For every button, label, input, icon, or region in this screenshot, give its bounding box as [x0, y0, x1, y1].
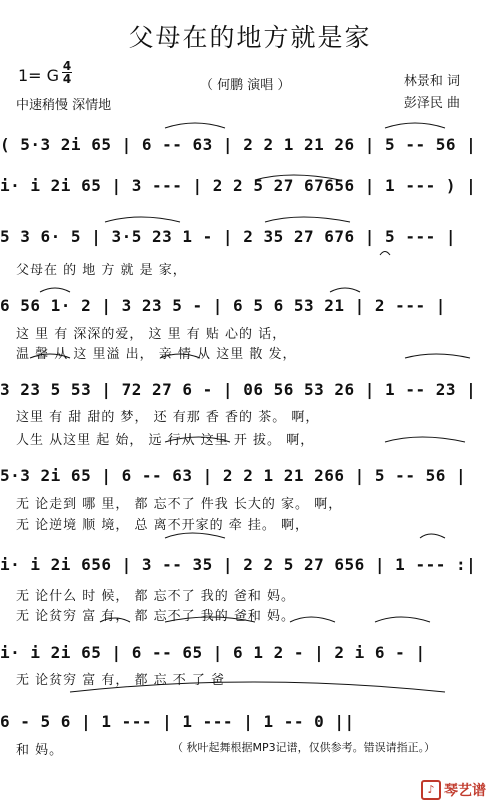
staff-line-5: 3 23 5 53 | 72 27 6 - | 06 56 53 26 | 1 -- 23 |: [0, 380, 477, 399]
time-signature: [62, 60, 72, 85]
key-signature: 1= G: [18, 66, 60, 85]
piano-logo-icon: ♪: [421, 780, 441, 800]
lyricist-credit: 林景和 词: [403, 74, 460, 89]
lyrics-line-6-2: 无 论逆境 顺 境， 总 离不开家的 牵 挂。 啊，: [16, 518, 310, 533]
lyrics-line-7-2: 无 论贫穷 富 有， 都 忘不了 我的 爸和 妈。: [16, 609, 296, 624]
staff-line-3: 5 3 6· 5 | 3·5 23 1 - | 2 35 27 676 | 5 --- |: [0, 227, 456, 246]
staff-line-2: i· i 2i 65 | 3 --- | 2 2 5 27 67656 | 1 --- ) |: [0, 176, 477, 195]
tempo-marking: 中速稍慢 深情地: [16, 98, 112, 113]
watermark-text: 琴艺谱: [444, 783, 486, 799]
lyrics-line-7-1: 无 论什么 时 候， 都 忘不了 我的 爸和 妈。: [16, 589, 296, 604]
time-signature-top: 4: [62, 59, 72, 73]
staff-line-8: i· i 2i 65 | 6 -- 65 | 6 1 2 - | 2 i 6 - |: [0, 643, 426, 662]
staff-line-9: 6 - 5 6 | 1 --- | 1 --- | 1 -- 0 ||: [0, 712, 355, 731]
lyrics-line-4-2: 温 馨 从 这 里溢 出， 亲 情 从 这里 散 发，: [16, 347, 297, 362]
time-signature-bottom: 4: [62, 72, 72, 86]
page-title: 父母在的地方就是家: [128, 23, 372, 52]
watermark-logo: [421, 780, 486, 800]
lyrics-line-4-1: 这 里 有 深深的爱， 这 里 有 贴 心的 话，: [16, 327, 287, 342]
staff-line-6: 5·3 2i 65 | 6 -- 63 | 2 2 1 21 266 | 5 -- 56 |: [0, 466, 467, 485]
composer-credit: 彭泽民 曲: [403, 96, 460, 111]
lyrics-line-8-1: 无 论贫穷 富 有， 都 忘 不 了 爸: [16, 673, 226, 688]
lyrics-line-5-1: 这里 有 甜 甜的 梦， 还 有那 香 香的 茶。 啊，: [16, 410, 320, 425]
lyrics-line-5-2: 人生 从这里 起 始， 远 行从 这里 开 拔。 啊，: [16, 433, 315, 448]
staff-line-4: 6 56 1· 2 | 3 23 5 - | 6 5 6 53 21 | 2 --- |: [0, 296, 446, 315]
staff-line-1: ( 5·3 2i 65 | 6 -- 63 | 2 2 1 21 26 | 5 -- 56 |: [0, 135, 477, 154]
transcription-footnote: （ 秋叶起舞根据MP3记谱，仅供参考。错误请指正。）: [172, 741, 436, 754]
lyrics-line-3-1: 父母在 的 地 方 就 是 家，: [16, 263, 187, 278]
lyrics-line-6-1: 无 论走到 哪 里， 都 忘不了 件我 长大的 家。 啊，: [16, 497, 343, 512]
staff-line-7: i· i 2i 656 | 3 -- 35 | 2 2 5 27 656 | 1 --- :|: [0, 555, 477, 574]
lyrics-line-9-1: 和 妈。: [16, 743, 64, 758]
singer-credit: （ 何鹏 演唱 ）: [200, 78, 291, 93]
